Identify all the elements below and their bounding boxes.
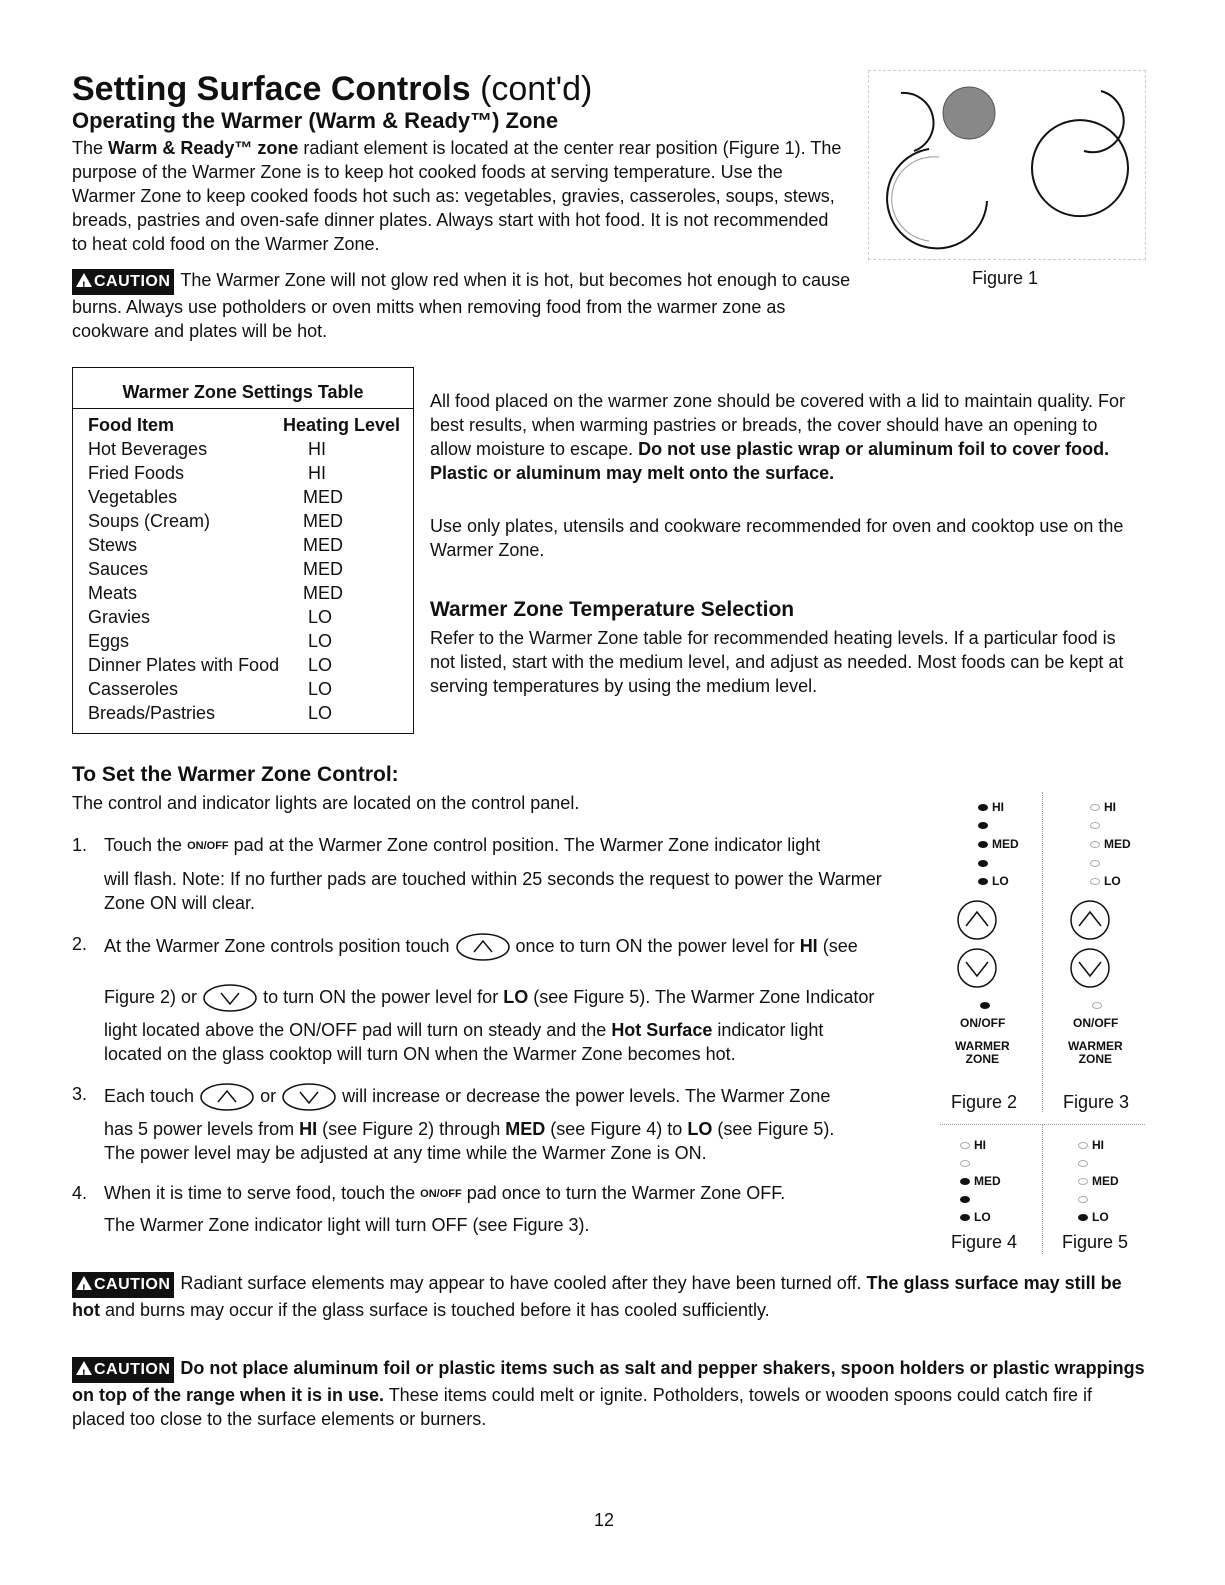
set-control-heading: To Set the Warmer Zone Control: <box>72 763 399 786</box>
caution-badge: !CAUTION <box>72 269 174 295</box>
fig2-lo-light: LO <box>978 874 1009 888</box>
step-2-line2: Figure 2) or to turn ON the power level for LO (see Figure 5). The Warmer Zone Indicator <box>104 983 914 1013</box>
use-only-paragraph: Use only plates, utensils and cookware recommended for oven and cooktop use on the Warmer Zone. <box>430 516 1124 560</box>
fig3-hi-light: HI <box>1090 800 1116 814</box>
step-2-line3: light located above the ON/OFF pad will turn on steady and the Hot Surface indicator light <box>104 1020 824 1040</box>
figure-1-label: Figure 1 <box>972 268 1039 288</box>
settings-table-body <box>88 413 408 725</box>
up-arrow-icon <box>455 932 511 962</box>
figure-4-label: Figure 4 <box>951 1232 1018 1252</box>
intro-paragraph: The Warm & Ready™ zone radiant element is located at the center rear position (Figure 1). The purpose of the Warmer Zone is to keep hot cooked foods at serving temperature. Use the Warmer Zone to keep cooked foods hot such as: vegetables, gravies, casseroles, soups, stews, breads, pastries and oven-safe dinner plates. Always start with hot food. It is not recommended to heat cold food on the Warmer Zone. <box>72 138 842 254</box>
fig2-down-button <box>955 946 999 990</box>
step-2-number: 2. <box>72 934 88 954</box>
fig4-med-light: MED <box>960 1174 1001 1188</box>
table-row: Breads/Pastries LO <box>88 703 333 723</box>
step-3-line2: has 5 power levels from HI (see Figure 2) through MED (see Figure 4) to LO (see Figure 5). <box>104 1119 835 1139</box>
left-rear-element <box>901 93 934 151</box>
step-2-line4: located on the glass cooktop will turn ON when the Warmer Zone becomes hot. <box>104 1044 736 1064</box>
figure-3-label: Figure 3 <box>1063 1092 1130 1112</box>
table-row: Stews MED <box>88 535 343 555</box>
table-row: Gravies LO <box>88 607 333 627</box>
fig3-onoff-label: ON/OFF <box>1073 1016 1119 1030</box>
table-row: Meats MED <box>88 583 343 603</box>
cooktop-diagram <box>869 71 1145 259</box>
step-3-line1: Each touch or will increase or decrease the power levels. The Warmer Zone <box>104 1082 914 1112</box>
temp-selection-heading: Warmer Zone Temperature Selection <box>430 598 795 621</box>
up-arrow-icon <box>199 1082 255 1112</box>
warmer-zone-element <box>943 87 995 139</box>
page-number: 12 <box>594 1510 615 1530</box>
table-row: Eggs LO <box>88 631 333 651</box>
column-header-food: Food Item <box>88 415 174 435</box>
step-3-number: 3. <box>72 1084 88 1104</box>
fig5-lo-light: LO <box>1078 1210 1109 1224</box>
fig3-up-button <box>1068 898 1112 942</box>
figure-2-label: Figure 2 <box>951 1092 1018 1112</box>
down-arrow-icon <box>202 983 258 1013</box>
table-row: Soups (Cream) MED <box>88 511 343 531</box>
page-title: Setting Surface Controls (cont'd) <box>72 70 593 108</box>
caution-1: !CAUTION The Warmer Zone will not glow red when it is hot, but becomes hot enough to cause burns. Always use potholders or oven mitts when removing food from the warmer zone as cookware and plates will be hot. <box>72 268 862 343</box>
table-row: Fried Foods HI <box>88 463 326 483</box>
fig4-hi-light: HI <box>960 1138 986 1152</box>
set-intro: The control and indicator lights are located on the control panel. <box>72 793 580 813</box>
fig3-med-light: MED <box>1090 837 1131 851</box>
fig5-med-light: MED <box>1078 1174 1119 1188</box>
cover-food-paragraph: All food placed on the warmer zone should be covered with a lid to maintain quality. For best results, when warming pastries or breads, the cover should have an opening to allow moisture to escape. Do not use plastic wrap or aluminum foil to cover food. Plastic or aluminum may melt onto the surface. <box>430 391 1126 483</box>
fig3-down-button <box>1068 946 1112 990</box>
fig4-lo-light: LO <box>960 1210 991 1224</box>
step-1-line2: will flash. Note: If no further pads are touched within 25 seconds the request to power the Warmer Zone ON will clear. <box>104 869 882 913</box>
left-front-element <box>887 149 987 248</box>
fig3-warmer-zone-label: WARMER ZONE <box>1068 1039 1123 1066</box>
step-4-line1: When it is time to serve food, touch the ON/OFF pad once to turn the Warmer Zone OFF. <box>104 1183 786 1203</box>
caution-badge: !CAUTION <box>72 1357 174 1383</box>
step-4-line2: The Warmer Zone indicator light will turn OFF (see Figure 3). <box>104 1215 590 1235</box>
step-2-line1: At the Warmer Zone controls position touch once to turn ON the power level for HI (see <box>104 932 914 962</box>
cooktop-figure <box>868 70 1146 260</box>
down-arrow-icon <box>281 1082 337 1112</box>
step-1-line1: Touch the ON/OFF pad at the Warmer Zone control position. The Warmer Zone indicator light <box>104 835 821 855</box>
fig5-hi-light: HI <box>1078 1138 1104 1152</box>
figure-5-label: Figure 5 <box>1062 1232 1129 1252</box>
fig2-med-light: MED <box>978 837 1019 851</box>
table-row: Vegetables MED <box>88 487 343 507</box>
table-row: Casseroles LO <box>88 679 333 699</box>
fig2-warmer-zone-label: WARMER ZONE <box>955 1039 1010 1066</box>
table-row: Sauces MED <box>88 559 343 579</box>
step-1-number: 1. <box>72 835 88 855</box>
table-row: Hot Beverages HI <box>88 439 326 459</box>
fig2-up-button <box>955 898 999 942</box>
settings-table-title: Warmer Zone Settings Table <box>73 382 413 409</box>
caution-badge: !CAUTION <box>72 1272 174 1298</box>
fig3-lo-light: LO <box>1090 874 1121 888</box>
column-header-level: Heating Level <box>283 415 401 435</box>
table-row: Dinner Plates with Food LO <box>88 655 333 675</box>
caution-2: !CAUTION Radiant surface elements may appear to have cooled after they have been turned off. The glass surface may still be hot and burns may occur if the glass surface is touched before it has cooled sufficiently. <box>72 1271 1142 1322</box>
temp-selection-paragraph: Refer to the Warmer Zone table for recommended heating levels. If a particular food is not listed, start with the medium level, and adjust as needed. Most foods can be kept at serving temperatures by using the medium level. <box>430 628 1124 696</box>
right-front-element <box>1032 120 1128 201</box>
step-4-number: 4. <box>72 1183 88 1203</box>
caution-3: !CAUTION Do not place aluminum foil or plastic items such as salt and pepper shakers, spoon holders or plastic wrappings on top of the range when it is in use. These items could melt or ignite. Potholders, towels or wooden spoons could catch fire if placed too close to the surface elements or burners. <box>72 1356 1147 1431</box>
fig2-hi-light: HI <box>978 800 1004 814</box>
settings-table <box>72 367 414 734</box>
section-heading-warmer: Operating the Warmer (Warm & Ready™) Zone <box>72 108 559 133</box>
figure-divider-vertical <box>1042 792 1043 1112</box>
step-3-line3: The power level may be adjusted at any time while the Warmer Zone is ON. <box>104 1143 707 1163</box>
fig2-onoff-label: ON/OFF <box>960 1016 1006 1030</box>
